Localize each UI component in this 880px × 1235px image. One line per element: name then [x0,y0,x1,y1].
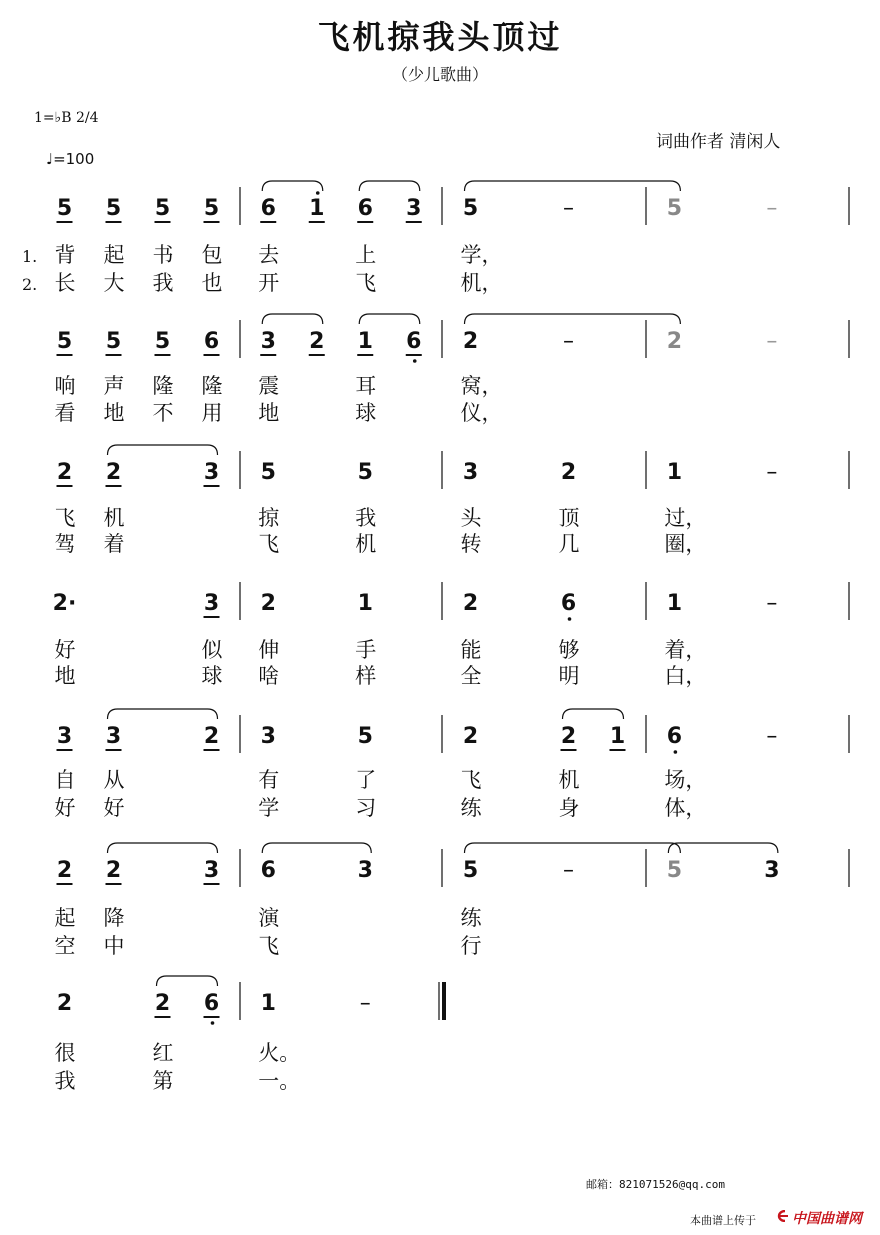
lyric-syllable: 中 [103,934,125,958]
lyric-syllable: 学， [460,243,503,267]
note: 3 [462,460,479,485]
dash-mark: – [563,329,574,354]
note: 1 [357,329,373,354]
note: 2 [462,591,479,616]
slur [465,181,681,191]
composer-credit: 词曲作者 清闲人 [656,132,781,152]
low-octave-dot [211,1021,215,1025]
lyric-syllable: 体， [664,796,707,820]
lyric-syllable: 包 [201,243,223,267]
note: 6 [203,329,220,354]
note: 2 [105,460,122,485]
contact-email: 邮箱：821071526@qq.com [586,1178,725,1191]
lyric-syllable: 起 [54,906,76,930]
lyric-syllable: 耳 [355,374,377,398]
lyric-syllable: 长 [54,271,76,295]
song-title: 飞机掠我头顶过 [317,18,563,56]
note: 3 [203,460,220,485]
note: 6 [666,724,683,749]
lyric-syllable: 习 [355,796,377,820]
lyric-syllable: 书 [152,243,174,267]
note: 2 [560,460,577,485]
note: 5 [105,196,122,221]
slur [262,181,323,191]
note: 2 [462,329,479,354]
site-logo-icon [774,1210,789,1222]
note: 6 [406,329,422,354]
note: 3 [357,858,373,883]
lyric-syllable: 我 [54,1069,76,1093]
note: 6 [260,196,276,221]
note: 3 [203,591,220,616]
slur [108,709,218,719]
lyric-syllable: 机 [355,532,377,556]
lyric-syllable: 着 [103,532,125,556]
lyric-syllable: 够 [558,638,580,662]
lyric-syllable: 转 [460,532,482,556]
note: 3 [406,196,422,221]
note: 2 [154,991,171,1016]
lyric-syllable: 练 [460,796,482,820]
dash-mark: – [766,724,778,749]
lyric-syllable: 行 [460,934,482,958]
lyric-syllable: 飞 [258,934,280,958]
lyric-syllable: 飞 [355,271,377,295]
high-octave-dot [316,191,320,195]
slur [108,843,218,853]
note: 5 [260,460,276,485]
note: 3 [764,858,780,883]
lyric-syllable: 从 [103,768,125,792]
slur [668,843,778,853]
tempo-marking: ♩=100 [46,150,95,168]
note: 1 [666,460,683,485]
lyric-syllable: 去 [258,243,280,267]
note: 5 [462,196,479,221]
lyric-syllable: 样 [355,664,377,688]
note: 6 [357,196,373,221]
lyric-syllable: 地 [54,664,76,688]
lyric-syllable: 地 [103,401,125,425]
note: 2 [203,724,220,749]
note: 6 [260,858,276,883]
lyric-syllable: 我 [355,506,377,530]
note: 6 [560,591,577,616]
lyric-syllable: 明 [558,664,580,688]
note: 5 [203,196,220,221]
lyric-syllable: 场， [664,768,707,792]
lyric-syllable: 几 [558,532,580,556]
lyric-syllable: 机， [460,271,503,295]
lyric-syllable: 隆 [201,374,223,398]
lyric-syllable: 驾 [54,532,76,556]
lyric-syllable: 手 [355,638,377,662]
lyric-syllable: 啥 [258,664,280,688]
lyric-syllable: 头 [460,506,482,530]
lyric-syllable: 飞 [460,768,482,792]
upload-note: 本曲谱上传于 [690,1214,756,1227]
dash-mark: – [563,196,574,221]
lyric-syllable: 用 [201,401,223,425]
note: 1 [609,724,626,749]
slur [563,709,624,719]
note: 2 [462,724,479,749]
lyric-syllable: 响 [54,374,76,398]
dash-mark: – [766,591,778,616]
lyric-syllable: 第 [152,1069,174,1093]
lyric-syllable: 一。 [258,1069,301,1093]
dash-mark: – [766,329,778,354]
site-name: 中国曲谱网 [792,1211,862,1227]
dash-mark: – [766,196,778,221]
note: 2 [56,991,73,1016]
note: 2 [56,460,73,485]
lyric-syllable: 火。 [258,1041,301,1065]
note: 1 [666,591,683,616]
lyric-syllable: 好 [54,638,76,662]
slur [465,843,681,853]
note: 5 [357,460,373,485]
lyric-syllable: 演 [258,906,280,930]
note: 5 [462,858,479,883]
dash-mark: – [359,991,371,1016]
note: 2 [105,858,122,883]
lyric-syllable: 我 [152,271,174,295]
lyric-syllable: 飞 [258,532,280,556]
lyric-syllable: 仪， [460,401,503,425]
note: 5 [105,329,122,354]
lyric-syllable: 了 [355,768,377,792]
slur [262,314,323,324]
verse-number: 1. [22,247,38,266]
lyric-syllable: 窝， [460,374,503,398]
lyric-syllable: 掠 [258,506,280,530]
lyric-syllable: 练 [460,906,482,930]
song-subtitle: （少儿歌曲） [391,65,488,84]
lyric-syllable: 上 [355,243,377,267]
key-signature: 1=♭B 2/4 [34,110,99,126]
lyric-syllable: 地 [258,401,280,425]
lyric-syllable: 机 [103,506,125,530]
note: 1 [309,196,325,221]
slur [359,181,420,191]
lyric-syllable: 身 [558,796,580,820]
note: 5 [666,196,683,221]
lyric-syllable: 机 [558,768,580,792]
note: 1 [357,591,373,616]
note: 5 [357,724,373,749]
lyric-syllable: 背 [54,243,76,267]
low-octave-dot [674,750,678,754]
lyric-syllable: 也 [201,271,223,295]
low-octave-dot [413,359,417,363]
lyric-syllable: 全 [460,664,482,688]
lyric-syllable: 开 [258,271,280,295]
lyric-syllable: 大 [103,271,125,295]
note: 3 [56,724,73,749]
slur [157,976,218,986]
lyric-syllable: 圈， [664,532,707,556]
note: 3 [260,329,276,354]
note: 2 [666,329,683,354]
verse-number: 2. [22,275,38,294]
slur [108,445,218,455]
note: 3 [105,724,122,749]
lyric-syllable: 红 [152,1041,174,1065]
lyric-syllable: 降 [103,906,125,930]
slur [359,314,420,324]
lyric-syllable: 过， [664,506,707,530]
note: 5 [56,196,73,221]
dash-mark: – [766,460,778,485]
lyric-syllable: 震 [258,374,280,398]
lyric-syllable: 学 [258,796,280,820]
note: 3 [203,858,220,883]
note: 5 [666,858,683,883]
note: 3 [260,724,276,749]
lyric-syllable: 声 [103,374,125,398]
note: 6 [203,991,220,1016]
note: 2 [260,591,276,616]
lyric-syllable: 球 [355,401,377,425]
lyric-syllable: 顶 [558,506,580,530]
lyric-syllable: 起 [103,243,125,267]
note: 5 [56,329,73,354]
note: 2 [560,724,577,749]
low-octave-dot [568,617,572,621]
note: 2· [52,591,77,616]
lyric-syllable: 着， [664,638,707,662]
lyric-syllable: 有 [258,768,280,792]
slur [262,843,371,853]
note: 2 [56,858,73,883]
lyric-syllable: 不 [152,401,174,425]
lyric-syllable: 飞 [54,506,76,530]
lyric-syllable: 看 [54,401,76,425]
slur [465,314,681,324]
lyric-syllable: 似 [201,638,223,662]
lyric-syllable: 空 [54,934,76,958]
lyric-syllable: 很 [54,1041,76,1065]
lyric-syllable: 伸 [258,638,280,662]
lyric-syllable: 能 [460,638,482,662]
dash-mark: – [563,858,574,883]
lyric-syllable: 白， [664,664,707,688]
note: 2 [309,329,325,354]
lyric-syllable: 球 [201,664,223,688]
note: 5 [154,196,171,221]
lyric-syllable: 自 [54,768,76,792]
note: 5 [154,329,171,354]
lyric-syllable: 好 [103,796,125,820]
note: 1 [260,991,276,1016]
lyric-syllable: 好 [54,796,76,820]
lyric-syllable: 隆 [152,374,174,398]
